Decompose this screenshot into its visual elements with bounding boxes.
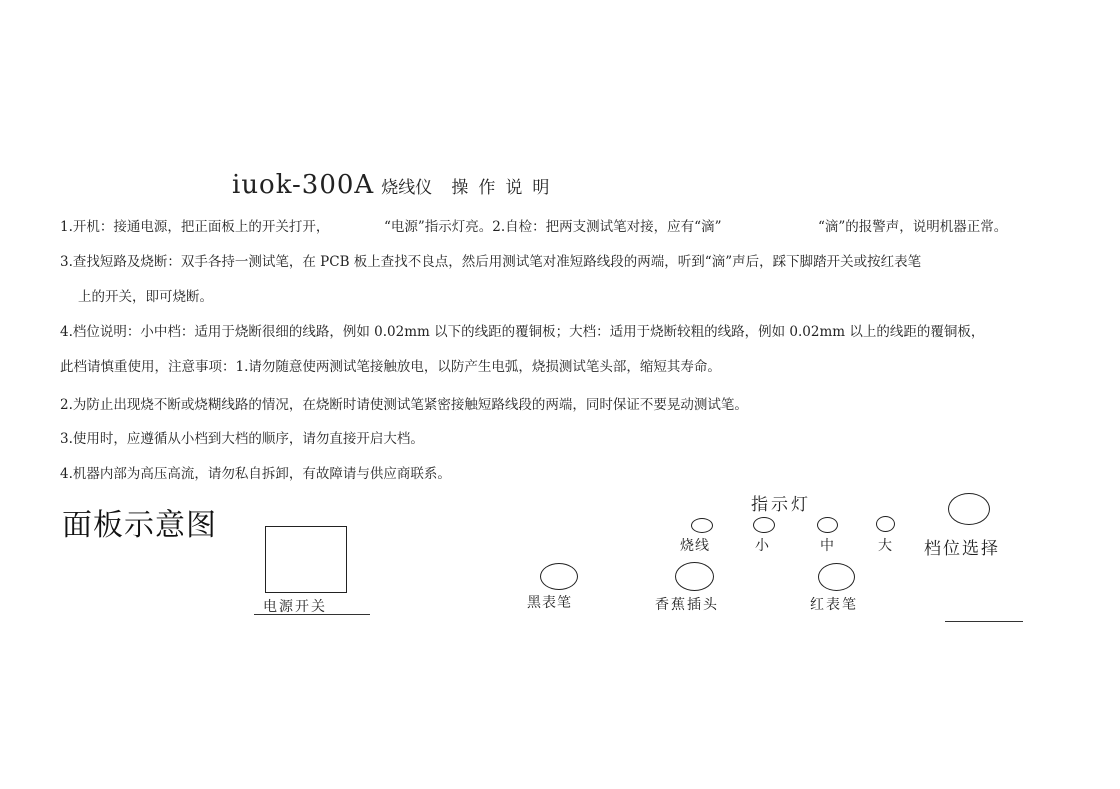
- indicator-small-light: [753, 517, 775, 533]
- model-name: iuok-300A: [232, 170, 375, 200]
- indicator-burn-label: 烧线: [680, 538, 710, 554]
- banana-plug-socket: [675, 562, 714, 591]
- indicator-title: 指示灯: [751, 495, 811, 515]
- black-probe-label: 黑表笔: [527, 595, 572, 611]
- power-switch-label: 电源开关: [263, 599, 327, 615]
- instruction-1a: 1.开机：接通电源，把正面板上的开关打开，: [60, 219, 330, 235]
- document-title: [232, 170, 559, 200]
- instruction-3b: 上的开关，即可烧断。: [78, 289, 213, 305]
- red-probe-socket: [818, 563, 855, 591]
- decorative-line: [945, 621, 1023, 622]
- note-4: 4.机器内部为高压高流，请勿私自拆卸，有故障请与供应商联系。: [60, 466, 451, 482]
- gear-select-label: 档位选择: [924, 539, 1000, 559]
- black-probe-socket: [540, 563, 578, 590]
- gear-select-knob: [948, 493, 990, 525]
- indicator-burn-light: [691, 518, 713, 533]
- instruction-4b: 此档请慎重使用，注意事项：1.请勿随意使两测试笔接触放电，以防产生电弧，烧损测试笔头部，缩短其寿命。: [60, 359, 721, 375]
- instruction-1b: “电源”指示灯亮。2.自检：把两支测试笔对接，应有“滴”: [384, 219, 722, 235]
- power-switch-underline: [254, 614, 370, 615]
- banana-plug-label: 香蕉插头: [655, 597, 719, 613]
- red-probe-label: 红表笔: [810, 597, 858, 613]
- title-operation-manual: 操作说明: [451, 178, 560, 198]
- device-name: 烧线仪: [381, 178, 433, 198]
- indicator-medium-light: [817, 517, 838, 533]
- indicator-medium-label: 中: [820, 538, 836, 554]
- note-2: 2.为防止出现烧不断或烧糊线路的情况，在烧断时请使测试笔紧密接触短路线段的两端，同时保证不要晃动测试笔。: [60, 397, 748, 413]
- panel-diagram-heading: 面板示意图: [62, 508, 217, 543]
- instruction-4a: 4.档位说明：小中档：适用于烧断很细的线路，例如 0.02mm 以下的线距的覆铜板；大档：适用于烧断较粗的线路，例如 0.02mm 以上的线距的覆铜板，: [60, 324, 985, 340]
- indicator-small-label: 小: [755, 538, 771, 554]
- power-switch-box: [265, 526, 347, 593]
- instruction-1c: “滴”的报警声，说明机器正常。: [818, 219, 1008, 235]
- note-3: 3.使用时，应遵循从小档到大档的顺序，请勿直接开启大档。: [60, 431, 424, 447]
- indicator-large-light: [876, 516, 895, 532]
- indicator-large-label: 大: [878, 538, 894, 554]
- instruction-3a: 3.查找短路及烧断：双手各持一测试笔，在 PCB 板上查找不良点，然后用测试笔对准短路线段的两端，听到“滴”声后，踩下脚踏开关或按红表笔: [60, 254, 922, 270]
